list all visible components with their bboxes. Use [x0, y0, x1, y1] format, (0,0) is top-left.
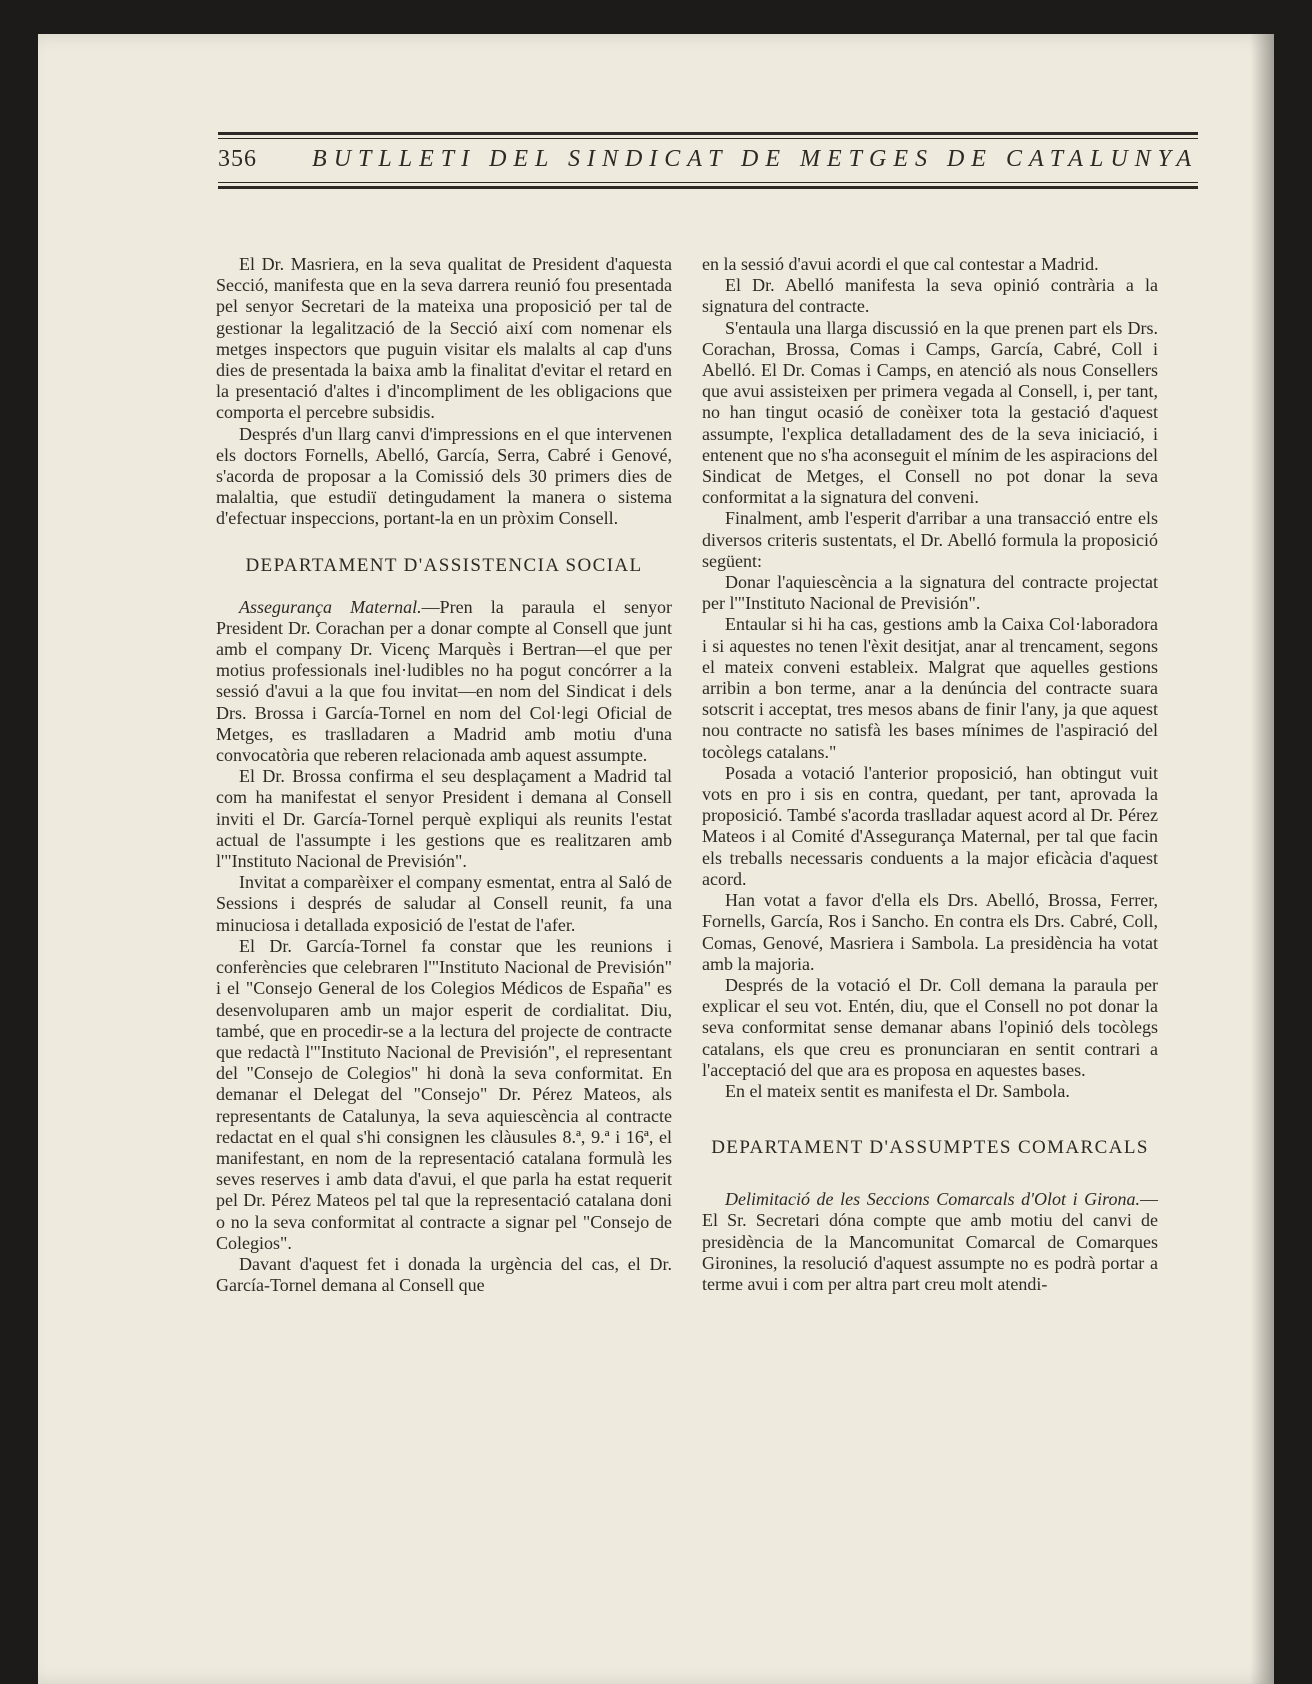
paragraph: Invitat a comparèixer el company esmentat, entra al Saló de Sessions i després de saludar al Consell reunit, fa una minuciosa i detallada exposició de l'estat de l'afer.: [216, 872, 672, 935]
subsection-lead: Assegurança Maternal.: [239, 596, 422, 617]
header-rule-bottom: [218, 182, 1198, 189]
paragraph: Després d'un llarg canvi d'impressions en el que intervenen els doctors Fornells, Abelló, García, Serra, Cabré i Genové, s'acorda de proposar a la Comissió dels 30 primers dies de malaltia, que estudiï detingudament la manera o sistema d'efectuar inspeccions, portant-la en un pròxim Consell.: [216, 423, 672, 529]
subsection-paragraph: [702, 1189, 1158, 1295]
paragraph: Davant d'aquest fet i donada la urgència del cas, el Dr. García-Tornel demana al Consell que: [216, 1253, 672, 1296]
paragraph: Finalment, amb l'esperit d'arribar a una transacció entre els diversos criteris sustentats, el Dr. Abelló formula la proposició següent:: [702, 508, 1158, 571]
paragraph: El Dr. Masriera, en la seva qualitat de President d'aquesta Secció, manifesta que en la seva darrera reunió fou presentada pel senyor Secretari de la mateixa una proposició per tal de gestionar la legalització de la Secció així com nomenar els metges inspectors que puguin visitar els malalts al cap d'uns dies de presentada la baixa amb la finalitat d'evitar el retard en la presentació d'altes i d'incompliment de les obligacions que comporta el percebre subsidis.: [216, 254, 672, 423]
header-rule-top: [218, 132, 1198, 139]
subsection-lead-rest: —Pren la paraula el senyor President Dr. Corachan per a donar compte al Consell que junt amb el company Dr. Vicenç Marquès i Bertran—el que per motius professionals inel·ludibles no ha pogut concórrer a la sessió d'avui a la que fou invitat—en nom del Sindicat i dels Drs. Brossa i García-Tornel en nom del Col·legi Oficial de Metges, es traslladaren a Madrid amb motiu d'una convocatòria que reberen relacionada amb aquest assumpte.: [216, 596, 672, 766]
page-edge-shadow: [1250, 34, 1274, 1684]
document-page: [38, 34, 1274, 1684]
paragraph: Entaular si hi ha cas, gestions amb la Caixa Col·laboradora i si aquestes no tenen l'èxit desitjat, anar al trencament, segons el mateix conveni estableix. Malgrat que aquelles gestions arribin a bon terme, anar a la denúncia del contracte suara sotscrit i acceptat, tres mesos abans de finir l'any, ja que aquest nou contracte no satisfà les bases mínimes de l'aspiració del tocòlegs catalans.": [702, 614, 1158, 762]
paragraph: Han votat a favor d'ella els Drs. Abelló, Brossa, Ferrer, Fornells, García, Ros i Sancho. En contra els Drs. Cabré, Coll, Comas, Genové, Masriera i Sambola. La presidència ha votat amb la majoria.: [702, 890, 1158, 974]
paragraph: En el mateix sentit es manifesta el Dr. Sambola.: [725, 1080, 1070, 1101]
running-header: [218, 146, 1198, 176]
section-heading-assumptes-comarcals: DEPARTAMENT D'ASSUMPTES COMARCALS: [711, 1137, 1149, 1159]
paragraph: El Dr. Brossa confirma el seu desplaçament a Madrid tal com ha manifestat el senyor President i demana al Consell inviti el Dr. García-Tornel perquè expliqui als reunits l'estat actual de l'assumpte i les gestions que es realitzaren amb l'"Instituto Nacional de Previsión".: [216, 766, 672, 872]
paragraph: El Dr. Abelló manifesta la seva opinió contrària a la signatura del contracte.: [702, 275, 1158, 317]
paragraph: Després de la votació el Dr. Coll demana la paraula per explicar el seu vot. Entén, diu, que el Consell no pot donar la seva conformitat sense demanar abans l'opinió dels tocòlegs catalans, els que creu es pronunciaran en sentit contrari a l'acceptació del que ara es proposa en aquestes bases.: [702, 974, 1158, 1080]
subsection-lead-rest: —El Sr. Secretari dóna compte que amb motiu del canvi de presidència de la Mancomunitat Comarcal de Comarques Gironines, la resolució d'aquest assumpte no es podrà portar a terme avui i com per altra part creu molt atendi-: [702, 1189, 1158, 1294]
section-heading-assistencia-social: DEPARTAMENT D'ASSISTENCIA SOCIAL: [245, 554, 643, 576]
left-column: [216, 254, 672, 1296]
running-title: BUTLLETI DEL SINDICAT DE METGES DE CATALUNYA: [312, 146, 1198, 172]
subsection-paragraph: [216, 597, 672, 767]
paragraph: S'entaula una llarga discussió en la que prenen part els Drs. Corachan, Brossa, Comas i Camps, García, Cabré, Coll i Abelló. El Dr. Comas i Camps, en atenció als nous Consellers que avui assisteixen per primera vegada al Consell, i, per tant, no han tingut ocasió de conèixer tota la gestació d'aquest assumpte, l'explica detalladament des de la seva iniciació, i entenent que no s'ha aconseguit el mínim de les aspiracions del Sindicat de Metges, el Consell no pot donar la seva conformitat a la signatura del conveni.: [702, 317, 1158, 508]
paragraph-continued: en la sessió d'avui acordi el que cal contestar a Madrid.: [702, 254, 1099, 274]
paragraph: El Dr. García-Tornel fa constar que les reunions i conferències que celebraren l'"Instituto Nacional de Previsión" i el "Consejo General de los Colegios Médicos de España" es desenvoluparen amb un major esperit de cordialitat. Diu, també, que en procedir-se a la lectura del projecte de contracte que redactà l'"Instituto Nacional de Previsión", el representant del "Consejo de Colegios" hi donà la seva conformitat. En demanar el Delegat del "Consejo" Dr. Pérez Mateos, als representants de Catalunya, la seva aquiescència al contracte redactat en el qual s'hi consignen les clàusules 8.ª, 9.ª i 16ª, el manifestant, en nom de la representació catalana formulà les seves reserves i amb data d'avui, el que parla ha estat requerit pel Dr. Pérez Mateos pel tal que la representació catalana doni o no la seva conformitat al contracte a signar pel "Consejo de Colegios".: [216, 935, 672, 1253]
right-column: [702, 254, 1158, 1295]
paragraph: Donar l'aquiescència a la signatura del contracte projectat per l'"Instituto Nacional de Previsión".: [702, 572, 1158, 614]
page-number: 356: [218, 146, 257, 172]
paragraph: Posada a votació l'anterior proposició, han obtingut vuit vots en pro i sis en contra, quedant, per tant, aprovada la proposició. També s'acorda traslladar aquest acord al Dr. Pérez Mateos i al Comité d'Assegurança Maternal, per tal que facin els treballs necessaris conduents a la major eficàcia d'aquest acord.: [702, 762, 1158, 889]
subsection-lead: Delimitació de les Seccions Comarcals d'Olot i Girona.: [725, 1189, 1140, 1210]
